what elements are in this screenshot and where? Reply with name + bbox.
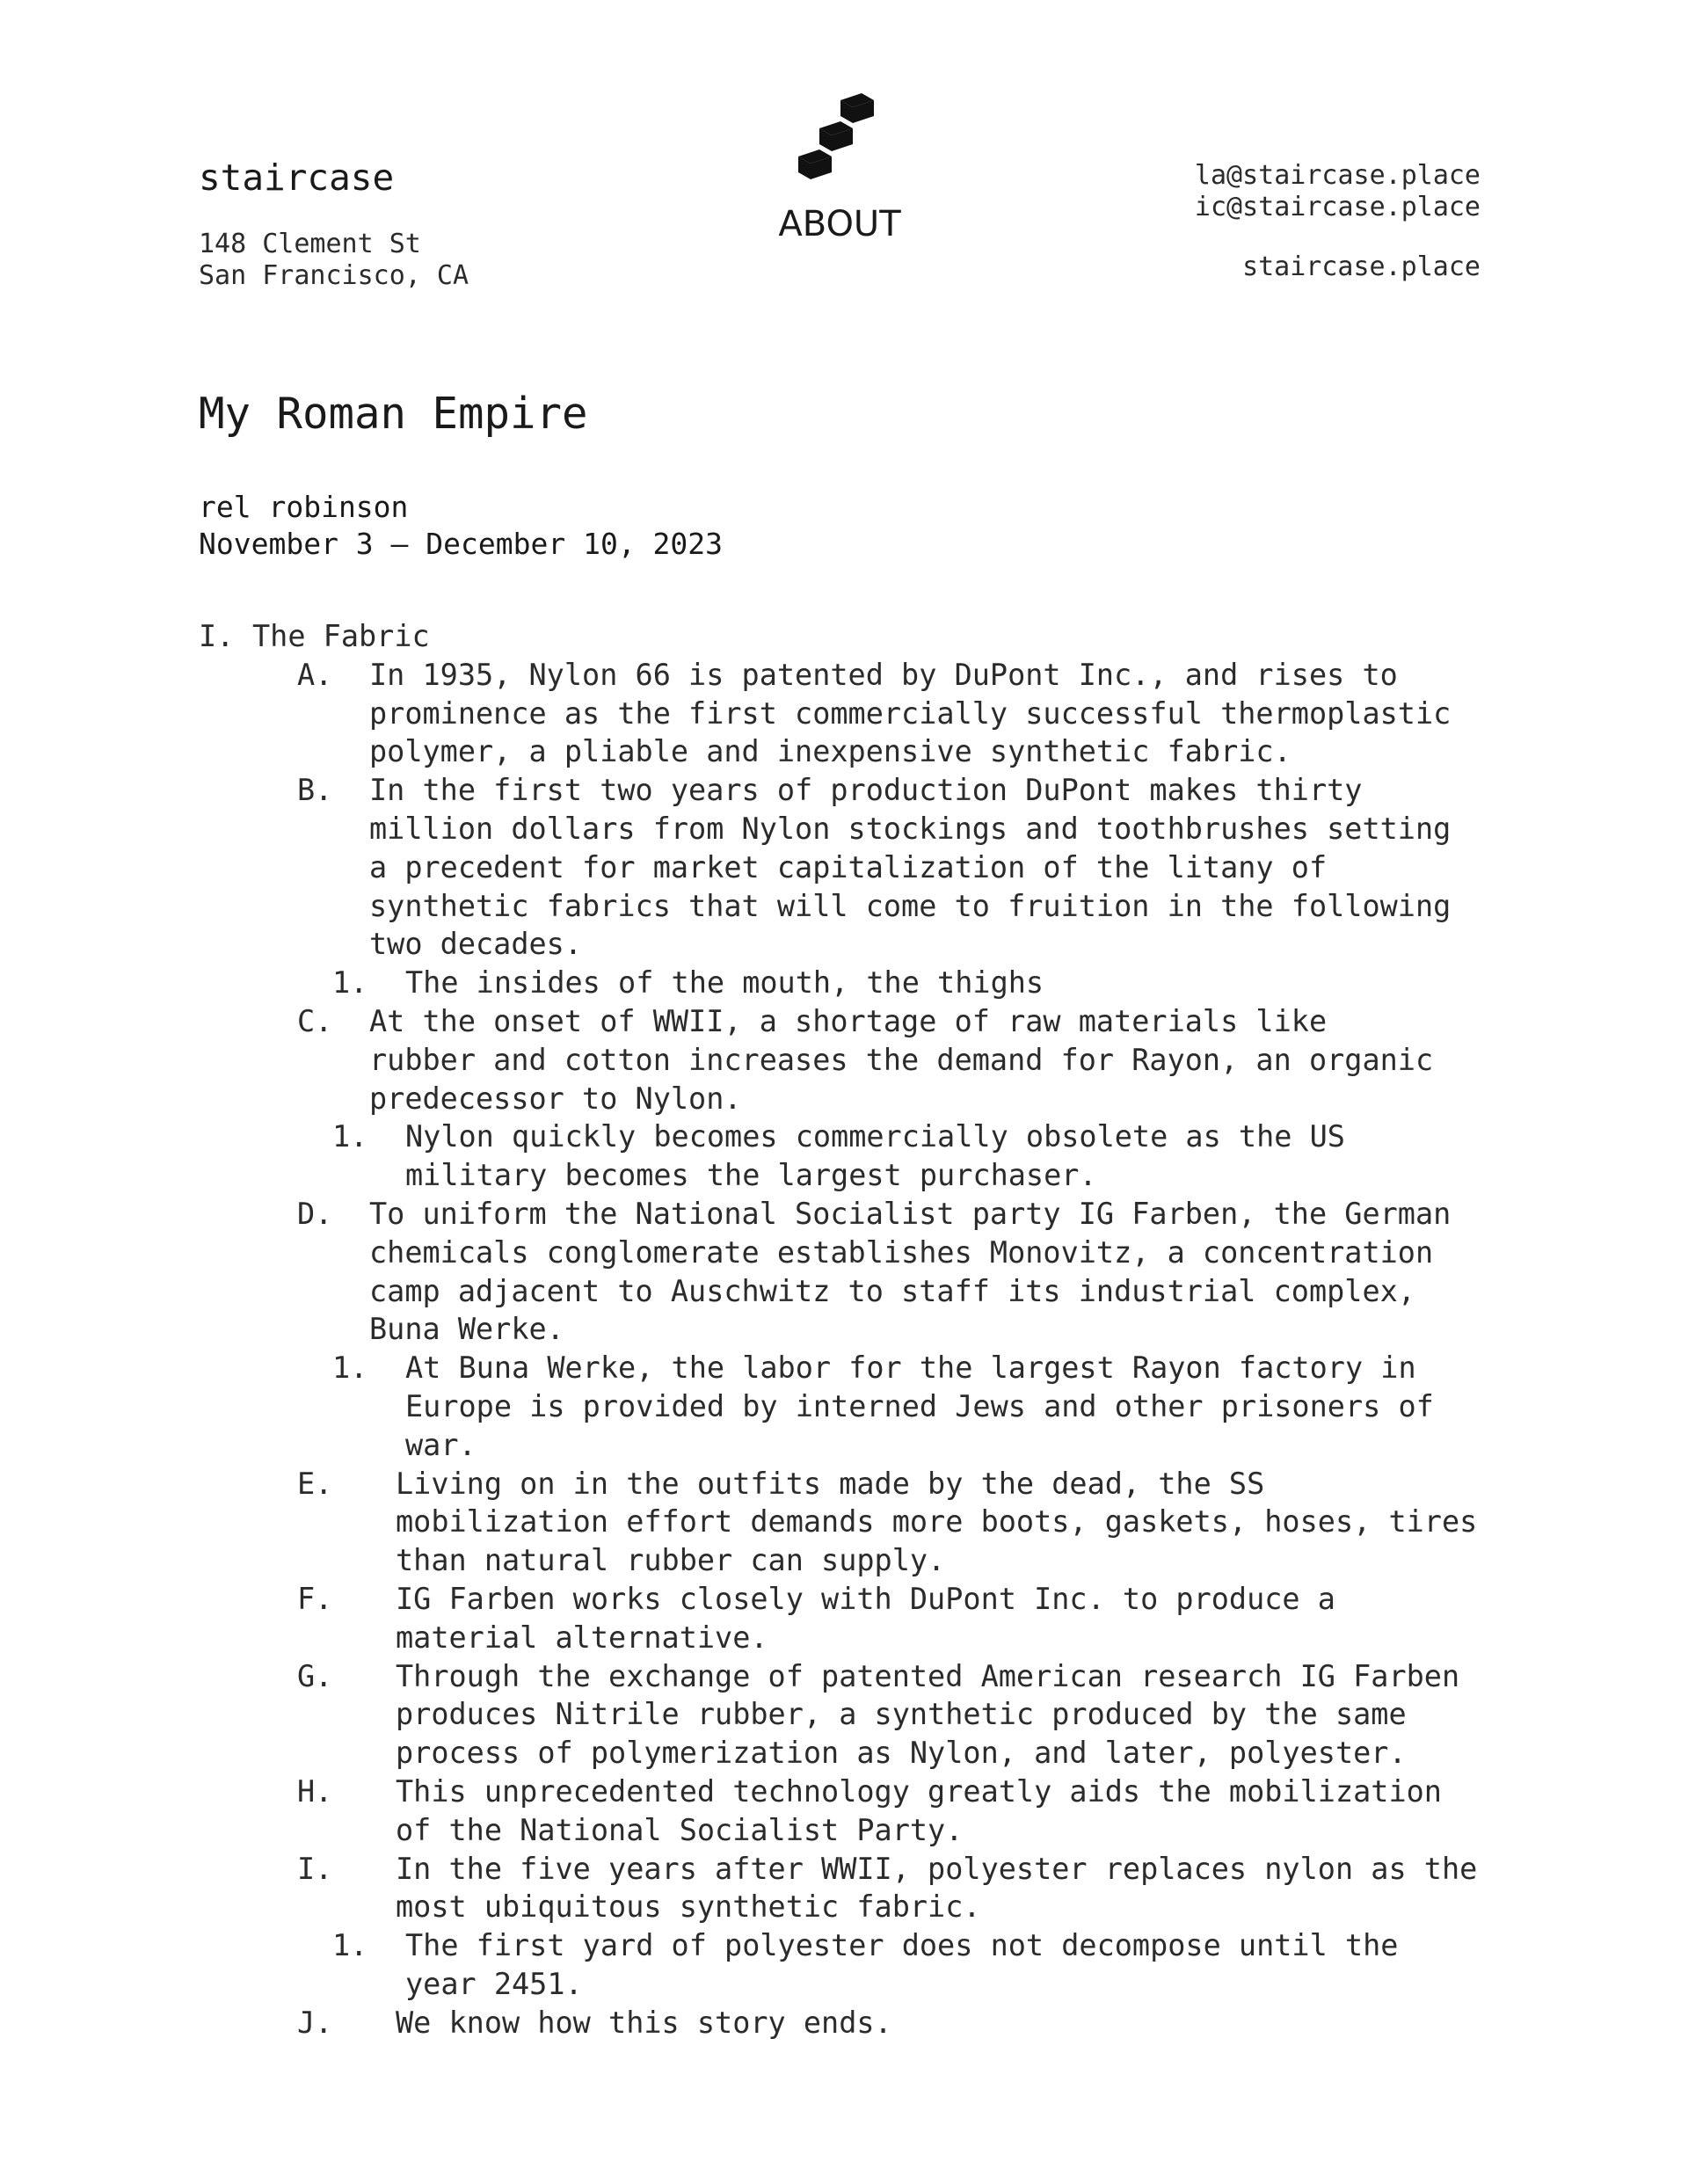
outline-marker: C. (297, 1003, 333, 1038)
outline-text: prominence as the first commercially successful thermoplastic (369, 695, 1452, 731)
outline-marker: 1. (332, 1350, 368, 1386)
artist-name: rel robinson (199, 490, 409, 524)
outline-marker: I. (297, 1851, 333, 1886)
outline-text: rubber and cotton increases the demand for Rayon, an organic (369, 1042, 1434, 1077)
outline-text: We know how this story ends. (396, 2005, 892, 2040)
address-line: San Francisco, CA (199, 260, 469, 291)
outline-text: of the National Socialist Party. (396, 1812, 964, 1847)
outline-text: IG Farben works closely with DuPont Inc. to produce a (396, 1581, 1335, 1616)
outline-text: two decades. (369, 927, 583, 962)
outline-marker: G. (297, 1658, 333, 1693)
outline-text: produces Nitrile rubber, a synthetic produced by the same (396, 1697, 1407, 1732)
gallery-address (199, 229, 469, 292)
outline-text: Buna Werke. (369, 1312, 564, 1347)
outline-text: The insides of the mouth, the thighs (405, 965, 1044, 1001)
outline-text: military becomes the largest purchaser. (405, 1158, 1097, 1193)
outline (0, 617, 1688, 2042)
outline-text: At Buna Werke, the labor for the largest Rayon factory in (405, 1350, 1416, 1386)
outline-text: year 2451. (405, 1966, 583, 2001)
outline-marker: A. (297, 657, 333, 692)
outline-text: In the first two years of production DuPont makes thirty (369, 773, 1363, 808)
email-link[interactable]: la@staircase.place (1194, 160, 1481, 191)
outline-text: This unprecedented technology greatly aids the mobilization (396, 1773, 1442, 1809)
outline-text: Living on in the outfits made by the dead, the SS (396, 1466, 1265, 1501)
email-link[interactable]: ic@staircase.place (1194, 192, 1481, 222)
outline-text: than natural rubber can supply. (396, 1543, 946, 1578)
outline-text: war. (405, 1427, 477, 1462)
outline-marker: 1. (332, 1119, 368, 1154)
outline-text: chemicals conglomerate establishes Monovitz, a concentration (369, 1234, 1434, 1270)
outline-text: The first yard of polyester does not decompose until the (405, 1928, 1399, 1963)
outline-text: In 1935, Nylon 66 is patented by DuPont Inc., and rises to (369, 657, 1398, 692)
exhibition-dates: November 3 – December 10, 2023 (199, 527, 724, 561)
contact-block (1195, 160, 1481, 283)
outline-text: The Fabric (252, 619, 430, 653)
outline-marker: F. (297, 1581, 333, 1616)
outline-marker: J. (297, 2005, 333, 2040)
outline-text: material alternative. (396, 1620, 768, 1655)
outline-text: Europe is provided by interned Jews and other prisoners of (405, 1388, 1434, 1423)
outline-text: predecessor to Nylon. (369, 1081, 742, 1116)
exhibition-title: My Roman Empire (199, 389, 588, 439)
address-line: 148 Clement St (199, 229, 421, 259)
outline-text: In the five years after WWII, polyester replaces nylon as the (396, 1851, 1478, 1886)
gallery-name: staircase (199, 157, 395, 199)
outline-marker: D. (297, 1196, 333, 1231)
outline-marker: 1. (332, 965, 368, 1001)
outline-text: a precedent for market capitalization of the litany of (369, 849, 1328, 885)
staircase-logo-icon (798, 91, 874, 183)
outline-text: mobilization effort demands more boots, gaskets, hoses, tires (396, 1504, 1478, 1540)
outline-marker: B. (297, 773, 333, 808)
outline-marker: 1. (332, 1928, 368, 1963)
website-link[interactable]: staircase.place (1242, 251, 1481, 282)
outline-text: At the onset of WWII, a shortage of raw materials like (369, 1003, 1328, 1038)
outline-text: million dollars from Nylon stockings and toothbrushes setting (369, 811, 1452, 846)
outline-text: polymer, a pliable and inexpensive synthetic fabric. (369, 734, 1291, 769)
outline-text: synthetic fabrics that will come to fruition in the following (369, 888, 1452, 923)
outline-marker: H. (297, 1773, 333, 1809)
about-label[interactable]: ABOUT (778, 204, 901, 244)
outline-text: process of polymerization as Nylon, and later, polyester. (396, 1736, 1407, 1771)
outline-marker: E. (297, 1466, 333, 1501)
outline-text: Nylon quickly becomes commercially obsolete as the US (405, 1119, 1345, 1154)
outline-text: most ubiquitous synthetic fabric. (396, 1889, 981, 1925)
outline-marker: I. (199, 619, 235, 653)
outline-text: camp adjacent to Auschwitz to staff its industrial complex, (369, 1273, 1415, 1308)
outline-text: Through the exchange of patented American research IG Farben (396, 1658, 1460, 1693)
exhibition-meta (199, 489, 723, 563)
outline-text: To uniform the National Socialist party IG Farben, the German (369, 1196, 1452, 1231)
